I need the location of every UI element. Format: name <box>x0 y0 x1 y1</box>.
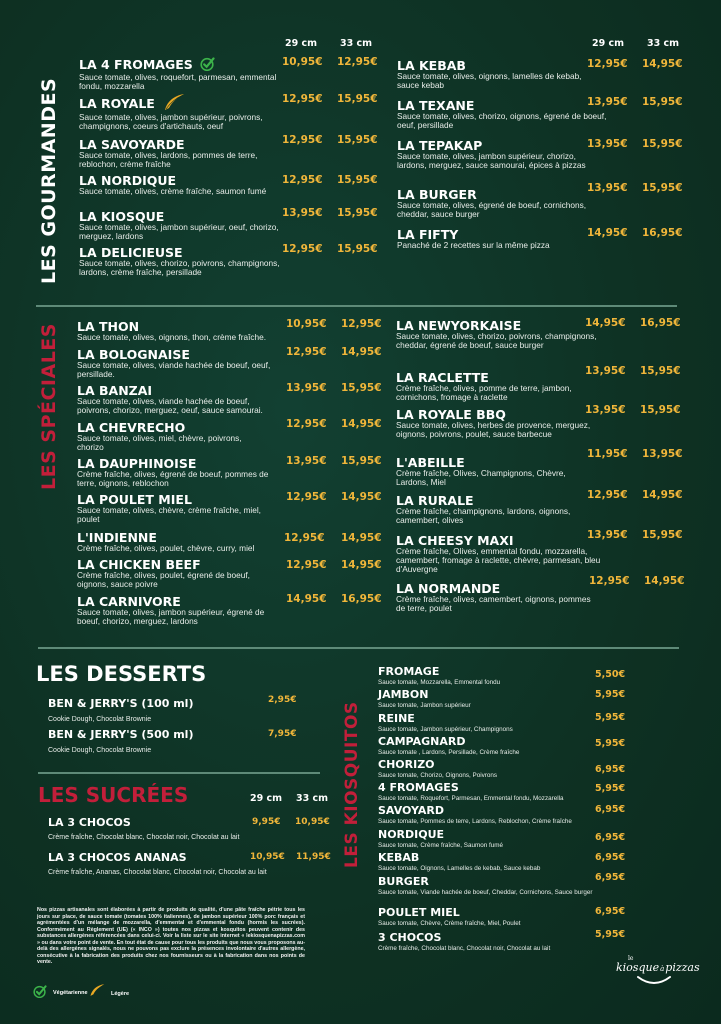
dessert-price: 2,95€ <box>268 695 297 705</box>
legend-label: Végétarienne <box>53 989 88 996</box>
kiosquito-item <box>378 805 593 826</box>
item-description: Sauce tomate, olives, roquefort, parmesan, emmental fondu, mozzarella <box>79 72 277 91</box>
price-29: 13,95€ <box>286 382 327 394</box>
vegetarian-check-icon <box>33 985 47 1000</box>
item-name: LA SAVOYARDE <box>79 137 185 152</box>
vegetarian-check-icon <box>200 57 215 73</box>
price-29: 13,95€ <box>587 96 628 108</box>
item-name: BEN & JERRY'S (100 ml) <box>48 697 194 710</box>
logo-amp: à <box>660 965 665 973</box>
menu-item <box>77 493 277 524</box>
logo-small-text: le <box>628 955 634 962</box>
price-33: 14,95€ <box>341 346 382 358</box>
kiosquito-price: 6,95€ <box>595 872 626 883</box>
item-description: Crème fraîche, olives, égrené de boeuf, pommes de terre, oignons, reblochon <box>77 469 269 488</box>
price-33: 15,95€ <box>337 243 378 255</box>
item-name: CHORIZO <box>378 758 435 771</box>
menu-item <box>396 494 606 525</box>
menu-item <box>79 57 289 91</box>
item-name: LA RURALE <box>396 493 474 508</box>
price-29: 12,95€ <box>587 58 628 70</box>
price-33: 15,95€ <box>642 96 683 108</box>
price-33: 14,95€ <box>642 489 683 501</box>
price-29: 13,95€ <box>585 404 626 416</box>
price-29: 12,95€ <box>589 575 630 587</box>
price-29: 13,95€ <box>282 207 323 219</box>
item-description: Crème fraîche, Ananas, Chocolat blanc, Chocolat noir, Chocolat au lait <box>48 869 267 876</box>
kiosquito-item <box>378 876 593 897</box>
logo-end-text: pizzas <box>665 961 700 974</box>
price-29: 14,95€ <box>587 227 628 239</box>
price-33: 12,95€ <box>337 56 378 68</box>
section-title-gourmandes: LES GOURMANDES <box>38 77 60 284</box>
price-29: 12,95€ <box>282 134 323 146</box>
item-name: LA CHEVRECHO <box>77 420 186 435</box>
light-feather-icon <box>163 93 185 113</box>
price-29: 12,95€ <box>282 243 323 255</box>
price-29: 11,95€ <box>587 448 628 460</box>
menu-item <box>396 456 596 487</box>
item-description: Sauce tomate, olives, viande hachée de boeuf, poivrons, chorizo, merguez, oeuf, sauce samourai. <box>77 396 263 415</box>
item-description: Sauce tomate, olives, chorizo, oignons, égrené de boeuf, oeuf, persillade <box>397 111 607 130</box>
item-description: Sauce tomate, Pommes de terre, Lardons, Reblochon, Crème fraîche <box>378 818 572 825</box>
menu-item <box>79 138 289 169</box>
item-description: Sauce tomate, Oignons, Lamelles de kebab, Sauce kebab <box>378 865 541 872</box>
item-name: LA KIOSQUE <box>79 209 165 224</box>
item-name: LA CHEESY MAXI <box>396 533 514 548</box>
size-header-29: 29 cm <box>285 38 318 49</box>
item-name: LA THON <box>77 319 140 334</box>
price-29: 12,95€ <box>286 559 327 571</box>
menu-item <box>396 319 616 350</box>
item-name: LA RACLETTE <box>396 370 489 385</box>
item-description: Sauce tomate, olives, jambon supérieur, chorizo, lardons, merguez, sauce samourai, épices à pizzas <box>397 151 586 170</box>
item-description: Sauce tomate, olives, égrené de boeuf, cornichons, cheddar, sauce burger <box>397 200 587 219</box>
menu-item <box>397 228 597 250</box>
menu-item <box>77 595 282 626</box>
price-33: 15,95€ <box>341 382 382 394</box>
price-29: 10,95€ <box>282 56 323 68</box>
price-29: 13,95€ <box>587 182 628 194</box>
item-name: LA FIFTY <box>397 227 459 242</box>
price-33: 14,95€ <box>642 58 683 70</box>
kiosquito-item <box>378 782 593 803</box>
menu-item <box>396 408 596 439</box>
price-33: 11,95€ <box>296 852 331 862</box>
menu-item <box>77 457 277 488</box>
item-name: CAMPAGNARD <box>378 735 466 748</box>
legend-vegetarian <box>33 985 88 1000</box>
kiosquito-item <box>378 713 593 734</box>
size-header-33: 33 cm <box>296 793 329 804</box>
item-name: LA BANZAI <box>77 383 153 398</box>
light-feather-icon <box>89 982 105 1000</box>
legend-light <box>89 982 129 1000</box>
item-description: Crème fraîche, olives, poulet, chèvre, curry, miel <box>77 543 255 553</box>
size-header-29-right: 29 cm <box>592 38 625 49</box>
menu-item <box>397 59 592 90</box>
item-name: JAMBON <box>378 688 429 701</box>
item-name: LA BURGER <box>397 187 477 202</box>
logo-main-text: kiosque <box>616 961 660 974</box>
price-33: 14,95€ <box>644 575 685 587</box>
price-33: 15,95€ <box>640 365 681 377</box>
section-title-kiosquitos: LES KIOSQUITOS <box>342 701 362 868</box>
item-name: LA KEBAB <box>397 58 466 73</box>
menu-item <box>77 421 267 452</box>
price-29: 13,95€ <box>585 365 626 377</box>
section-title-speciales: LES SPÉCIALES <box>38 323 60 490</box>
price-29: 14,95€ <box>585 317 626 329</box>
item-name: POULET MIEL <box>378 906 460 919</box>
item-name: LA 4 FROMAGES <box>79 57 193 72</box>
menu-item <box>77 384 277 415</box>
item-description: Sauce tomate, olives, chorizo, poivrons, champignons, cheddar, égrené de boeuf, sauce burger <box>396 331 597 350</box>
price-33: 15,95€ <box>640 404 681 416</box>
price-33: 16,95€ <box>642 227 683 239</box>
price-33: 15,95€ <box>337 207 378 219</box>
allergen-legal-notice: Nos pizzas artisanales sont élaborées à partir de produits de qualité, d'une pâte fraîche pétrie tous les jours sur place, de sauce tomate (tomates 100% italiennes), de jambon supérieur 100% porc français et agrémentées d'un mélange de mozzarella, d'emmental et d'emmental fondu (hormis les sucrées). Conformément au Règlement (UE) (« INCO ») toutes nos pizzas et kosquitos peuvent contenir des substances allergènes référencées dans celui-ci. Voir la liste sur le site internet « lekiosquenapizzas.com » ou dans votre point de vente. En tout état de cause pour tous les produits que nous vous proposons au-delà des allergènes signalés, nous ne pouvons pas exclure la présences involontaire d'autres allergène, consécutive à la fabrication des produits chez nos fournisseurs ou à la fabrication dans nos points de vente. <box>37 907 305 965</box>
item-name: LA CARNIVORE <box>77 594 181 609</box>
item-name: LA ROYALE BBQ <box>396 407 506 422</box>
kiosquito-item <box>378 852 593 873</box>
dessert-price: 7,95€ <box>268 729 297 739</box>
item-name: LA NORMANDE <box>396 581 501 596</box>
kiosquito-price: 5,50€ <box>595 669 626 680</box>
price-33: 12,95€ <box>341 318 382 330</box>
kiosquito-item <box>378 666 593 687</box>
item-name: KEBAB <box>378 851 420 864</box>
item-description: Crème fraîche, Olives, emmental fondu, mozzarella, camembert, fromage à raclette, chèvre, parmesan, bleu d'Auvergne <box>396 546 601 574</box>
item-description: Sauce tomate, olives, jambon supérieur, poivrons, champignons, coeurs d'artichauts, oeuf <box>79 112 263 131</box>
kiosquito-item <box>378 907 593 928</box>
item-name: LA BOLOGNAISE <box>77 347 190 362</box>
brand-logo <box>614 955 704 1005</box>
menu-item <box>79 93 289 131</box>
price-29: 12,95€ <box>286 418 327 430</box>
item-description: Crème fraîche, olives, pomme de terre, jambon, cornichons, fromage à raclette <box>396 383 572 402</box>
item-description: Crème fraîche, champignons, lardons, oignons, camembert, olives <box>396 506 571 525</box>
menu-item <box>77 348 277 379</box>
price-33: 16,95€ <box>640 317 681 329</box>
item-name: SAVOYARD <box>378 804 444 817</box>
menu-item <box>397 188 587 219</box>
price-29: 12,95€ <box>286 491 327 503</box>
kiosquito-price: 5,95€ <box>595 689 626 700</box>
price-29: 12,95€ <box>284 532 325 544</box>
item-name: L'INDIENNE <box>77 530 157 545</box>
section-title-sucrees: LES SUCRÉES <box>38 783 189 807</box>
menu-item <box>79 210 289 241</box>
item-name: LA CHICKEN BEEF <box>77 557 201 572</box>
item-name: BURGER <box>378 875 429 888</box>
menu-item <box>48 816 281 842</box>
item-description: Sauce tomate, Jambon supérieur <box>378 702 471 709</box>
item-description: Sauce tomate, Chèvre, Crème fraîche, Miel, Poulet <box>378 920 521 927</box>
kiosquito-price: 6,95€ <box>595 852 626 863</box>
item-name: LA DAUPHINOISE <box>77 456 197 471</box>
item-name: LA TEPAKAP <box>397 138 483 153</box>
item-description: Sauce tomate, olives, jambon supérieur, égrené de boeuf, chorizo, merguez, lardons <box>77 607 265 626</box>
size-header-33-right: 33 cm <box>647 38 680 49</box>
item-name: REINE <box>378 712 415 725</box>
menu-item <box>48 728 268 755</box>
item-name: LA TEXANE <box>397 98 475 113</box>
price-29: 12,95€ <box>286 346 327 358</box>
item-description: Sauce tomate, olives, lardons, pommes de terre, reblochon, crème fraîche <box>79 150 258 169</box>
section-divider <box>38 772 320 774</box>
item-description: Sauce tomate, olives, herbes de provence, merguez, oignons, poivrons, poulet, sauce barbecue <box>396 420 591 439</box>
kiosquito-item <box>378 932 593 953</box>
kiosquito-price: 5,95€ <box>595 929 626 940</box>
price-33: 14,95€ <box>341 559 382 571</box>
price-33: 14,95€ <box>341 491 382 503</box>
size-header-29: 29 cm <box>250 793 283 804</box>
price-29: 14,95€ <box>286 593 327 605</box>
kiosquito-price: 6,95€ <box>595 804 626 815</box>
price-33: 15,95€ <box>337 174 378 186</box>
item-description: Sauce tomate, Mozzarella, Emmental fondu <box>378 679 501 686</box>
menu-item <box>48 851 273 877</box>
item-name: LA DELICIEUSE <box>79 245 183 260</box>
price-29: 13,95€ <box>587 138 628 150</box>
price-33: 10,95€ <box>295 817 330 827</box>
kiosquito-price: 5,95€ <box>595 783 626 794</box>
menu-item <box>396 582 596 613</box>
price-33: 14,95€ <box>341 418 382 430</box>
item-description: Sauce tomate, olives, oignons, thon, crème fraîche. <box>77 332 267 342</box>
item-name: LA NORDIQUE <box>79 173 177 188</box>
item-description: Sauce tomate , Lardons, Persillade, Crème fraîche <box>378 749 520 756</box>
item-name: BEN & JERRY'S (500 ml) <box>48 728 194 741</box>
kiosquito-price: 6,95€ <box>595 832 626 843</box>
menu-item <box>77 531 277 553</box>
size-header-33: 33 cm <box>340 38 373 49</box>
item-name: NORDIQUE <box>378 828 445 841</box>
item-description: Sauce tomate, olives, viande hachée de boeuf, oeuf, persillade. <box>77 360 271 379</box>
item-description: Sauce tomate, Jambon supérieur, Champignons <box>378 726 513 733</box>
item-description: Sauce tomate, olives, chorizo, poivrons, champignons, lardons, crème fraîche, persillade <box>79 258 280 277</box>
menu-item <box>79 174 289 196</box>
price-33: 15,95€ <box>341 455 382 467</box>
price-29: 12,95€ <box>587 489 628 501</box>
item-description: Crème fraîche, Chocolat blanc, Chocolat noir, Chocolat au lait <box>378 945 551 952</box>
price-33: 15,95€ <box>642 529 683 541</box>
price-29: 12,95€ <box>282 93 323 105</box>
section-title-desserts: LES DESSERTS <box>36 662 207 686</box>
price-29: 10,95€ <box>286 318 327 330</box>
kiosquito-price: 5,95€ <box>595 738 626 749</box>
menu-item <box>77 320 287 342</box>
menu-item <box>396 371 611 402</box>
item-description: Sauce tomate, Chorizo, Oignons, Poivrons <box>378 772 498 779</box>
item-description: Crème fraîche, Chocolat blanc, Chocolat noir, Chocolat au lait <box>48 834 240 841</box>
price-33: 15,95€ <box>642 138 683 150</box>
item-name: LA POULET MIEL <box>77 492 192 507</box>
smile-icon <box>636 975 672 985</box>
item-description: Cookie Dough, Chocolat Brownie <box>48 747 152 754</box>
price-33: 15,95€ <box>642 182 683 194</box>
kiosquito-item <box>378 759 593 780</box>
item-description: Sauce tomate, olives, oignons, lamelles de kebab, sauce kebab <box>397 71 582 90</box>
item-description: Crème fraîche, olives, poulet, égrené de boeuf, oignons, sauce poivre <box>77 570 250 589</box>
menu-item <box>397 139 587 170</box>
menu-item <box>48 697 268 724</box>
section-divider <box>38 647 679 649</box>
item-name: LA 3 CHOCOS ANANAS <box>48 851 187 864</box>
item-name: FROMAGE <box>378 665 440 678</box>
price-33: 14,95€ <box>341 532 382 544</box>
kiosquito-price: 6,95€ <box>595 906 626 917</box>
price-33: 16,95€ <box>341 593 382 605</box>
price-33: 15,95€ <box>337 134 378 146</box>
item-description: Cookie Dough, Chocolat Brownie <box>48 716 152 723</box>
price-29: 12,95€ <box>282 174 323 186</box>
menu-item <box>79 246 299 277</box>
item-name: LA 3 CHOCOS <box>48 816 131 829</box>
item-description: Sauce tomate, Crème fraîche, Saumon fumé <box>378 842 503 849</box>
item-description: Sauce tomate, Viande hachée de boeuf, Cheddar, Cornichons, Sauce burger <box>378 889 593 896</box>
kiosquito-item <box>378 829 593 850</box>
item-description: Crème fraîche, Olives, Champignons, Chèvre, Lardons, Miel <box>396 468 566 487</box>
item-description: Sauce tomate, Roquefort, Parmesan, Emmental fondu, Mozzarella <box>378 795 564 802</box>
item-description: Sauce tomate, olives, miel, chèvre, poivrons, chorizo <box>77 433 242 452</box>
item-name: LA NEWYORKAISE <box>396 318 522 333</box>
item-name: L'ABEILLE <box>396 455 465 470</box>
price-29: 9,95€ <box>252 817 281 827</box>
item-description: Sauce tomate, olives, crème fraîche, saumon fumé <box>79 186 267 196</box>
price-29: 13,95€ <box>587 529 628 541</box>
item-description: Crème fraîche, olives, camembert, oignons, pommes de terre, poulet <box>396 594 591 613</box>
legend-label: Légère <box>111 991 130 997</box>
price-29: 13,95€ <box>286 455 327 467</box>
kiosquito-price: 5,95€ <box>595 712 626 723</box>
price-29: 10,95€ <box>250 852 285 862</box>
kiosquito-item <box>378 689 593 710</box>
price-33: 15,95€ <box>337 93 378 105</box>
item-description: Panaché de 2 recettes sur la même pizza <box>397 240 550 250</box>
item-name: LA ROYALE <box>79 96 155 111</box>
item-description: Sauce tomate, olives, chèvre, crème fraîche, miel, poulet <box>77 505 261 524</box>
menu-item <box>397 99 607 130</box>
item-name: 3 CHOCOS <box>378 931 442 944</box>
kiosquito-price: 6,95€ <box>595 764 626 775</box>
menu-item <box>77 558 277 589</box>
item-name: 4 FROMAGES <box>378 781 459 794</box>
section-divider <box>36 305 677 307</box>
item-description: Sauce tomate, olives, jambon supérieur, oeuf, chorizo, merguez, lardons <box>79 222 279 241</box>
kiosquito-item <box>378 736 593 757</box>
price-33: 13,95€ <box>642 448 683 460</box>
